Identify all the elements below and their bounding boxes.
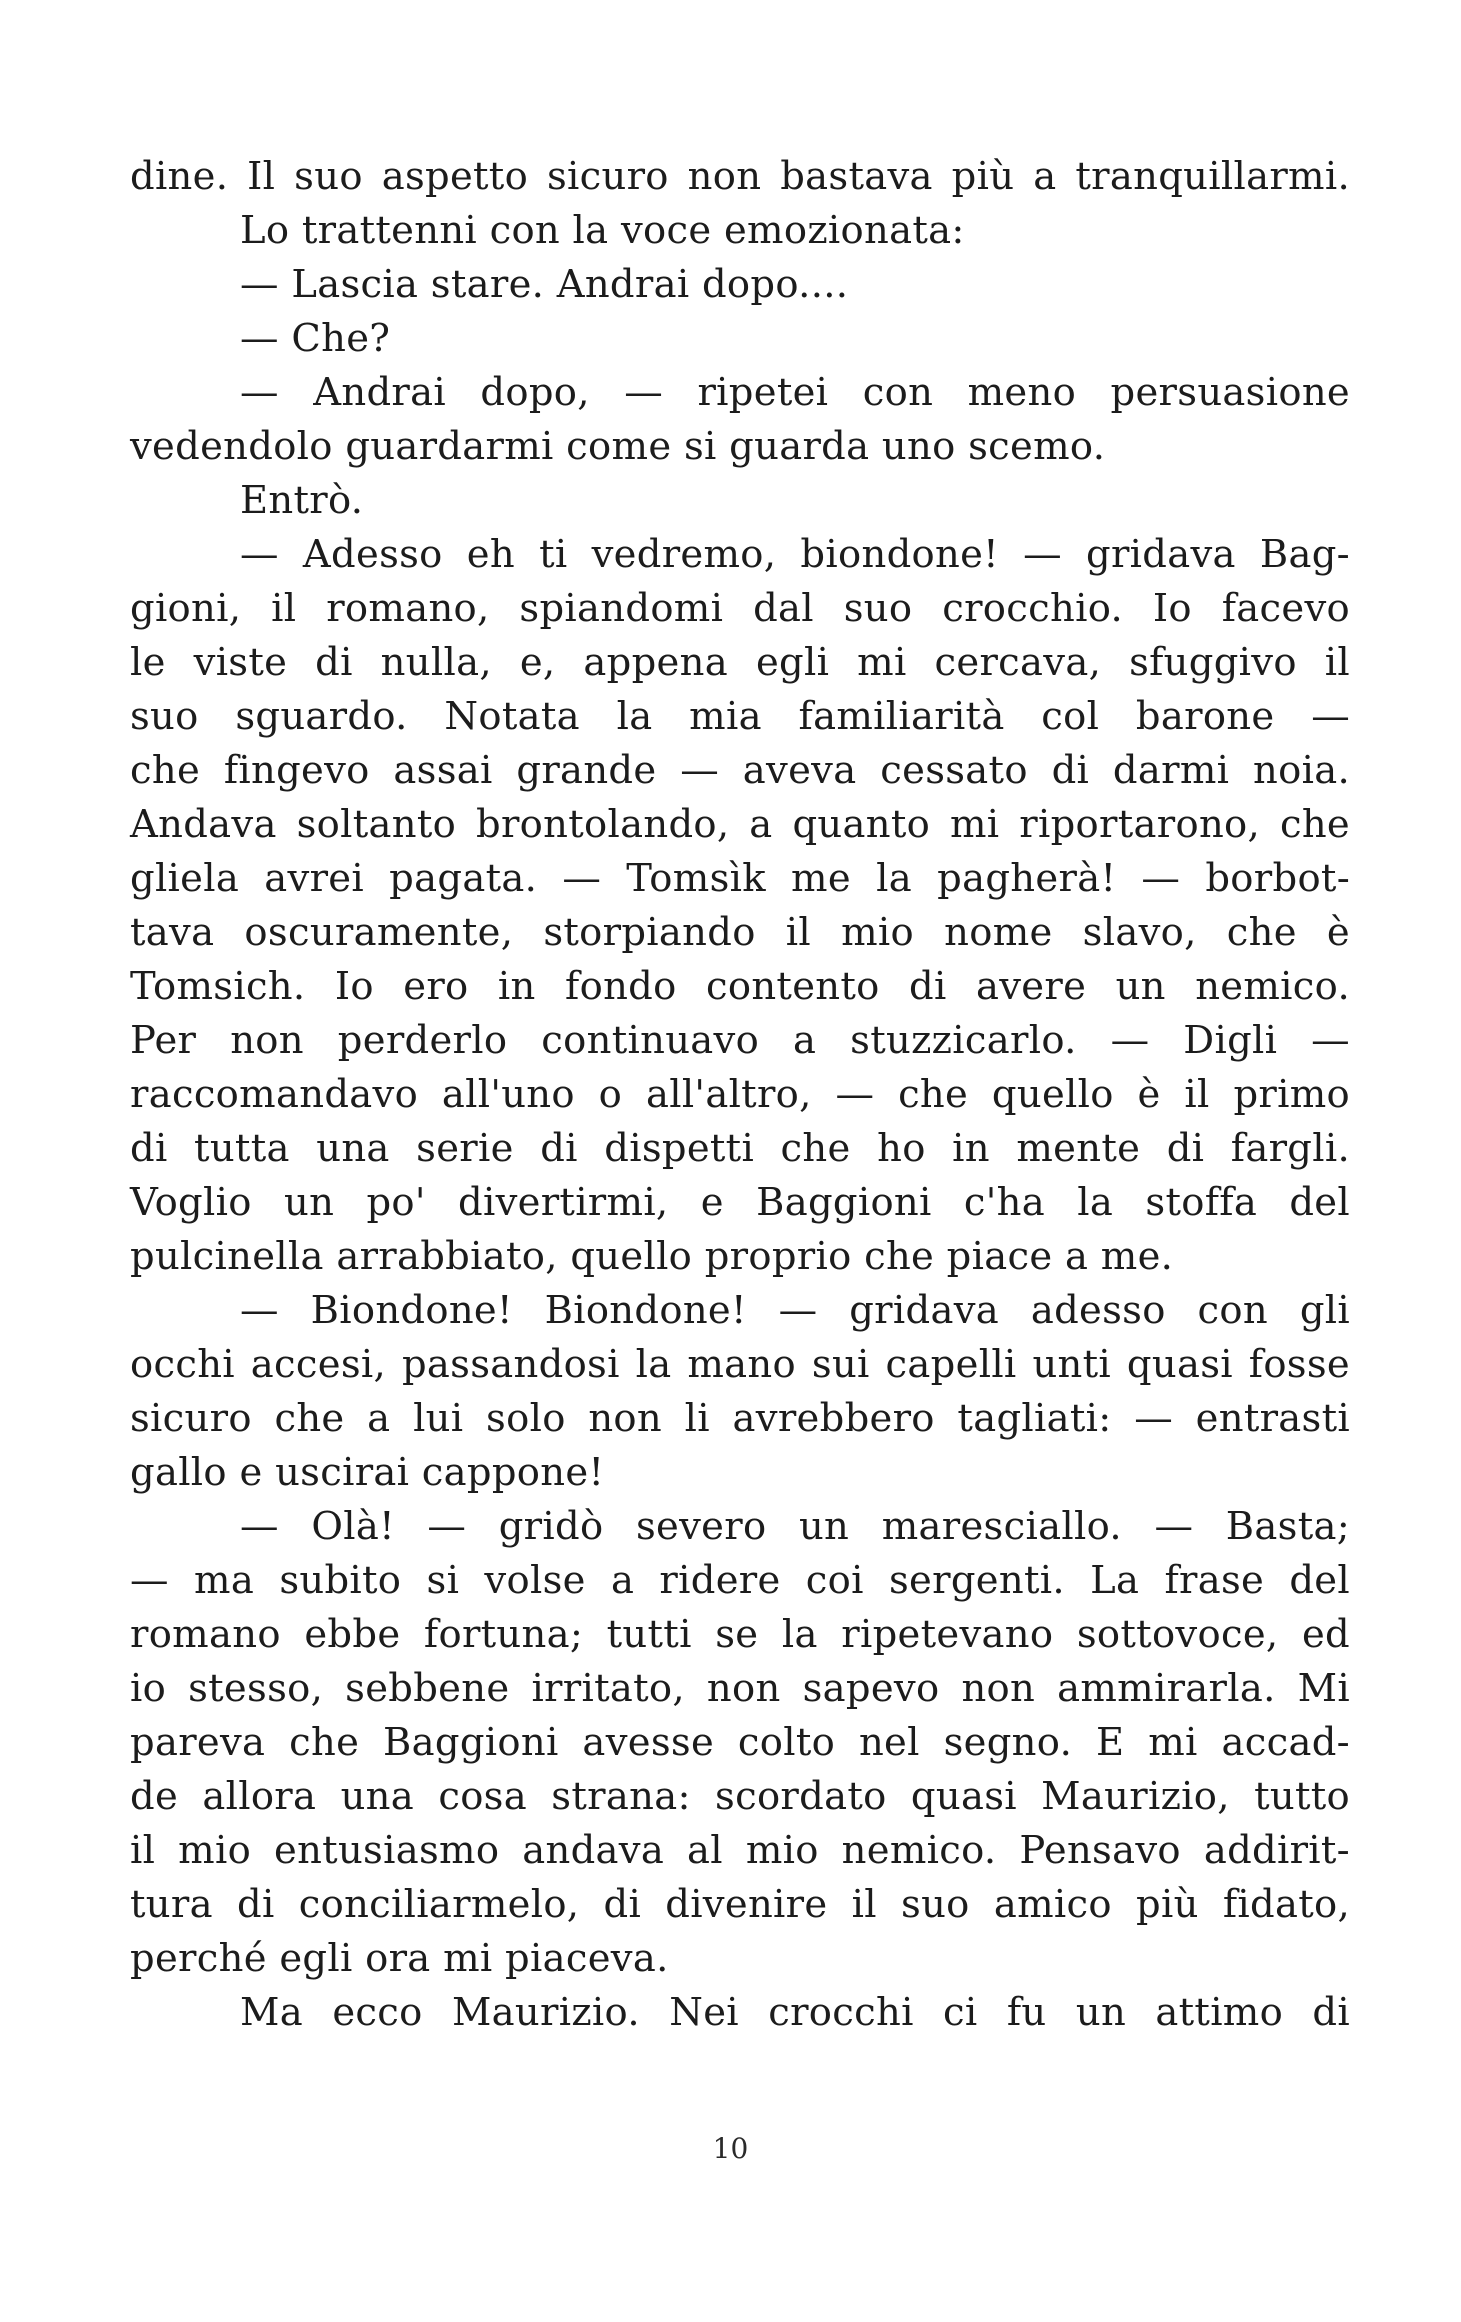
text-line: che fingevo assai grande — aveva cessato di darmi noia.	[130, 748, 1350, 793]
text-line: — Lascia stare. Andrai dopo....	[240, 262, 849, 307]
text-line: gliela avrei pagata. — Tomsìk me la pagherà! — borbot-	[130, 856, 1350, 901]
text-line: pareva che Baggioni avesse colto nel segno. E mi accad-	[130, 1720, 1350, 1765]
text-line: di tutta una serie di dispetti che ho in mente di fargli.	[130, 1126, 1350, 1171]
text-line: sicuro che a lui solo non li avrebbero tagliati: — entrasti	[130, 1396, 1350, 1441]
text-line: Voglio un po' divertirmi, e Baggioni c'ha la stoffa del	[130, 1180, 1350, 1225]
text-line: gallo e uscirai cappone!	[130, 1450, 605, 1495]
text-line: de allora una cosa strana: scordato quasi Maurizio, tutto	[130, 1774, 1350, 1819]
text-line: suo sguardo. Notata la mia familiarità col barone —	[130, 694, 1350, 739]
text-line: tava oscuramente, storpiando il mio nome slavo, che è	[130, 910, 1350, 955]
text-line: — ma subito si volse a ridere coi sergenti. La frase del	[130, 1558, 1350, 1603]
text-line: il mio entusiasmo andava al mio nemico. Pensavo addirit-	[130, 1828, 1350, 1873]
text-line: io stesso, sebbene irritato, non sapevo non ammirarla. Mi	[130, 1666, 1350, 1711]
text-line: pulcinella arrabbiato, quello proprio che piace a me.	[130, 1234, 1174, 1279]
text-line: le viste di nulla, e, appena egli mi cercava, sfuggivo il	[130, 640, 1350, 685]
text-line: romano ebbe fortuna; tutti se la ripetevano sottovoce, ed	[130, 1612, 1350, 1657]
text-line: vedendolo guardarmi come si guarda uno scemo.	[130, 424, 1106, 469]
text-line: — Biondone! Biondone! — gridava adesso con gli	[240, 1288, 1350, 1333]
text-line: — Andrai dopo, — ripetei con meno persuasione	[240, 370, 1350, 415]
text-line: Entrò.	[240, 478, 364, 523]
text-line: Ma ecco Maurizio. Nei crocchi ci fu un attimo di	[240, 1990, 1350, 2035]
text-line: Per non perderlo continuavo a stuzzicarlo. — Digli —	[130, 1018, 1350, 1063]
text-line: — Che?	[240, 316, 391, 361]
text-line: raccomandavo all'uno o all'altro, — che quello è il primo	[130, 1072, 1350, 1117]
text-line: Lo trattenni con la voce emozionata:	[240, 208, 965, 253]
text-line: occhi accesi, passandosi la mano sui capelli unti quasi fosse	[130, 1342, 1350, 1387]
text-line: Andava soltanto brontolando, a quanto mi riportarono, che	[130, 802, 1350, 847]
text-line: — Adesso eh ti vedremo, biondone! — gridava Bag-	[240, 532, 1350, 577]
text-line: perché egli ora mi piaceva.	[130, 1936, 669, 1981]
text-line: tura di conciliarmelo, di divenire il suo amico più fidato,	[130, 1882, 1350, 1927]
text-line: — Olà! — gridò severo un maresciallo. — Basta;	[240, 1504, 1350, 1549]
page-number: 10	[712, 2132, 749, 2165]
text-line: Tomsich. Io ero in fondo contento di avere un nemico.	[130, 964, 1350, 1009]
text-line: dine. Il suo aspetto sicuro non bastava più a tranquillarmi.	[130, 154, 1350, 199]
text-line: gioni, il romano, spiandomi dal suo crocchio. Io facevo	[130, 586, 1350, 631]
